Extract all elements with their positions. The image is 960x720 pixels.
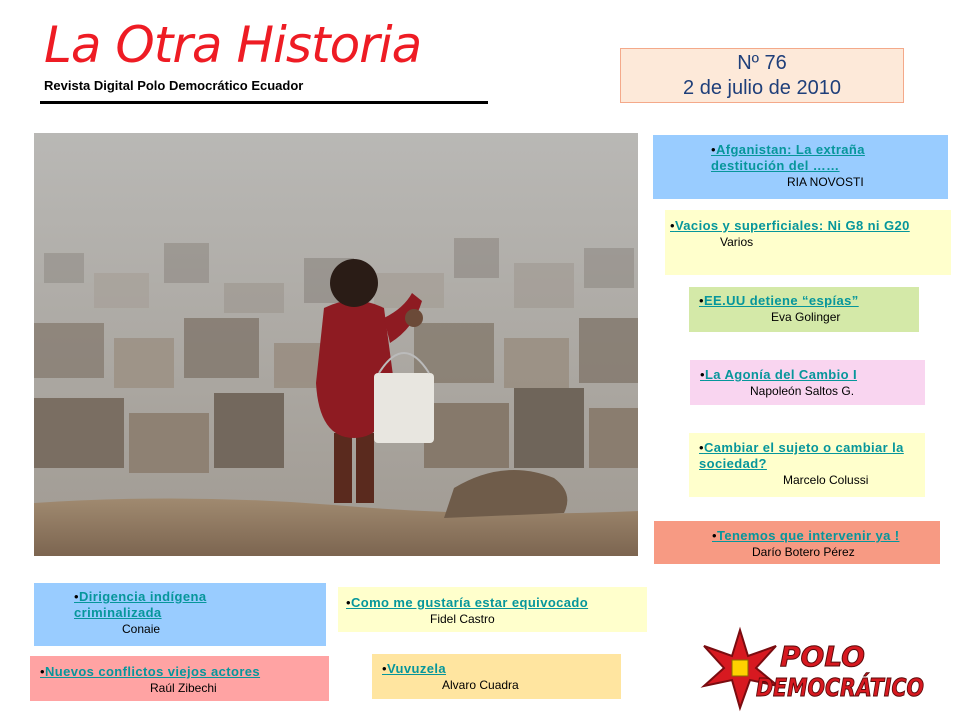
polo-democratico-logo: [700, 630, 928, 712]
article-card-eeuu[interactable]: [689, 287, 919, 332]
article-link[interactable]: •Vacios y superficiales: Ni G8 ni G20: [670, 218, 910, 233]
issue-box: [620, 48, 904, 103]
article-link[interactable]: •Cambiar el sujeto o cambiar la sociedad?: [699, 440, 904, 471]
issue-date: 2 de julio de 2010: [683, 77, 841, 99]
article-card-agonia[interactable]: [690, 360, 925, 405]
article-author: Conaie: [122, 622, 161, 636]
article-card-dirigencia[interactable]: [34, 583, 326, 646]
article-link[interactable]: •Nuevos conflictos viejos actores: [40, 664, 261, 679]
article-card-tenemos[interactable]: [654, 521, 940, 564]
magazine-title: La Otra Historia: [44, 16, 422, 74]
article-author: RIA NOVOSTI: [787, 175, 864, 189]
article-link[interactable]: •EE.UU detiene “espías”: [699, 293, 859, 308]
article-author: Marcelo Colussi: [783, 473, 869, 487]
article-link[interactable]: •Tenemos que intervenir ya !: [712, 528, 900, 543]
logo-text-democratico: DEMOCRÁTICO: [756, 673, 924, 702]
article-author: Varios: [720, 235, 754, 249]
article-link[interactable]: •Vuvuzela: [382, 661, 447, 676]
article-author: Eva Golinger: [771, 310, 841, 324]
article-author: Raúl Zibechi: [150, 681, 217, 695]
article-author: Alvaro Cuadra: [442, 678, 519, 692]
article-link[interactable]: •La Agonía del Cambio I: [700, 367, 858, 382]
article-card-vacios[interactable]: [665, 210, 951, 275]
title-divider: [40, 101, 488, 104]
article-card-nuevos[interactable]: [30, 656, 329, 701]
child-with-bucket-image: [34, 133, 638, 556]
issue-number: Nº 76: [737, 52, 787, 74]
article-card-como[interactable]: [338, 587, 647, 632]
article-card-afganistan[interactable]: [653, 135, 948, 199]
magazine-subtitle: Revista Digital Polo Democrático Ecuador: [44, 78, 304, 93]
article-link[interactable]: •Dirigencia indígena criminalizada: [74, 589, 207, 620]
logo-text-polo: POLO: [780, 640, 865, 673]
article-card-vuvuzela[interactable]: [372, 654, 621, 699]
article-author: Fidel Castro: [430, 612, 495, 626]
article-link[interactable]: •Como me gustaría estar equivocado: [346, 595, 589, 610]
article-link[interactable]: •Afganistan: La extraña destitución del ……: [711, 142, 865, 173]
article-card-cambiar[interactable]: [689, 433, 925, 497]
cover-photo: [34, 133, 638, 556]
article-author: Darío Botero Pérez: [752, 545, 855, 559]
article-author: Napoleón Saltos G.: [750, 384, 855, 398]
